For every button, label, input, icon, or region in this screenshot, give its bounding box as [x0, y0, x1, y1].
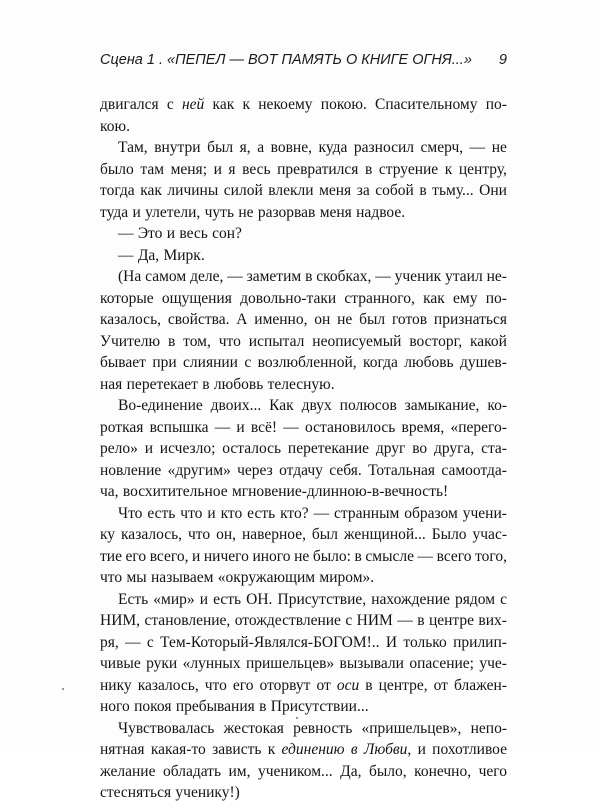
scan-speck: [296, 717, 298, 719]
text-line: нятная какая-то зависть к единению в Любви, и похотливое: [100, 741, 507, 758]
text-line: — Это и весь сон?: [118, 225, 242, 242]
text-line: ного покоя пребывания в Присутствии...: [100, 698, 369, 715]
text-line: двигался с ней как к некоему покою. Спасительному по-: [100, 96, 507, 113]
text-line: казалось, свойства. А именно, он не был готов признаться: [100, 311, 507, 328]
text-line: ря, — с Тем-Который-Являлся-БОГОМ!.. И только прилип-: [100, 633, 507, 651]
text-line: было там меня; и я весь превратился в струение к центру,: [100, 160, 507, 178]
text-line: Есть «мир» и есть ОН. Присутствие, нахождение рядом с: [118, 590, 507, 608]
chapter-title: Сцена 1 . «ПЕПЕЛ — ВОТ ПАМЯТЬ О КНИГЕ ОГНЯ...»: [100, 52, 472, 68]
text-line: тогда как личины силой влекли меня за собой в тьму... Они: [100, 182, 507, 199]
text-line: чивые руки «лунных пришельцев» вызывали опасение; уче-: [100, 655, 507, 672]
text-line: кою.: [100, 117, 130, 135]
text-line: Чувствовалась жестокая ревность «пришельцев», непо-: [118, 719, 507, 737]
text-line: нику казалось, что его оторвут от оси в центре, от блажен-: [100, 676, 507, 694]
text-line: новление «другим» через отдачу себя. Тотальная самоотда-: [100, 461, 507, 479]
text-line: Там, внутри был я, а вовне, куда разносил смерч, — не: [118, 139, 507, 156]
text-line: роткая вспышка — и всё! — остановилось время, «перего-: [100, 418, 507, 436]
body-text: [100, 94, 507, 804]
text-line: которые ощущения довольно-таки странного, как ему по-: [100, 289, 507, 307]
text-line: Учителю в том, что испытал неописуемый восторг, какой: [100, 332, 507, 350]
text-line: — Да, Мирк.: [118, 246, 205, 264]
text-line: туда и улетели, чуть не разорвав меня надвое.: [100, 203, 406, 221]
text-line: стесняться ученику!): [100, 784, 240, 801]
text-line: бывает при слиянии с возлюбленной, когда любовь душев-: [100, 354, 507, 371]
text-line: желание обладать им, учеником... Да, было, конечно, чего: [100, 762, 507, 780]
text-line: НИМ, становление, отождествление с НИМ — в центре вих-: [100, 612, 507, 629]
text-line: ча, восхитительное мгновение-длинною-в-вечность!: [100, 483, 449, 500]
text-line: (На самом деле, — заметим в скобках, — ученик утаил не-: [118, 268, 507, 285]
text-line: тие его всего, и ничего иного не было: в смысле — всего того,: [100, 547, 507, 565]
running-head: [100, 52, 507, 72]
text-line: ку казалось, что он, наверное, был женщиной... Было учас-: [100, 526, 507, 543]
text-line: ная перетекает в любовь телесную.: [100, 375, 335, 393]
scan-speck: [62, 688, 64, 690]
text-line: Во-единение двоих... Как двух полюсов замыкание, ко-: [118, 397, 507, 414]
page-number: 9: [498, 52, 507, 68]
text-line: что мы называем «окружающим миром».: [100, 569, 375, 586]
text-line: рело» и исчезло; осталось перетекание друг во друга, ста-: [100, 440, 507, 457]
text-line: Что есть что и кто есть кто? — странным образом учени-: [118, 504, 507, 522]
